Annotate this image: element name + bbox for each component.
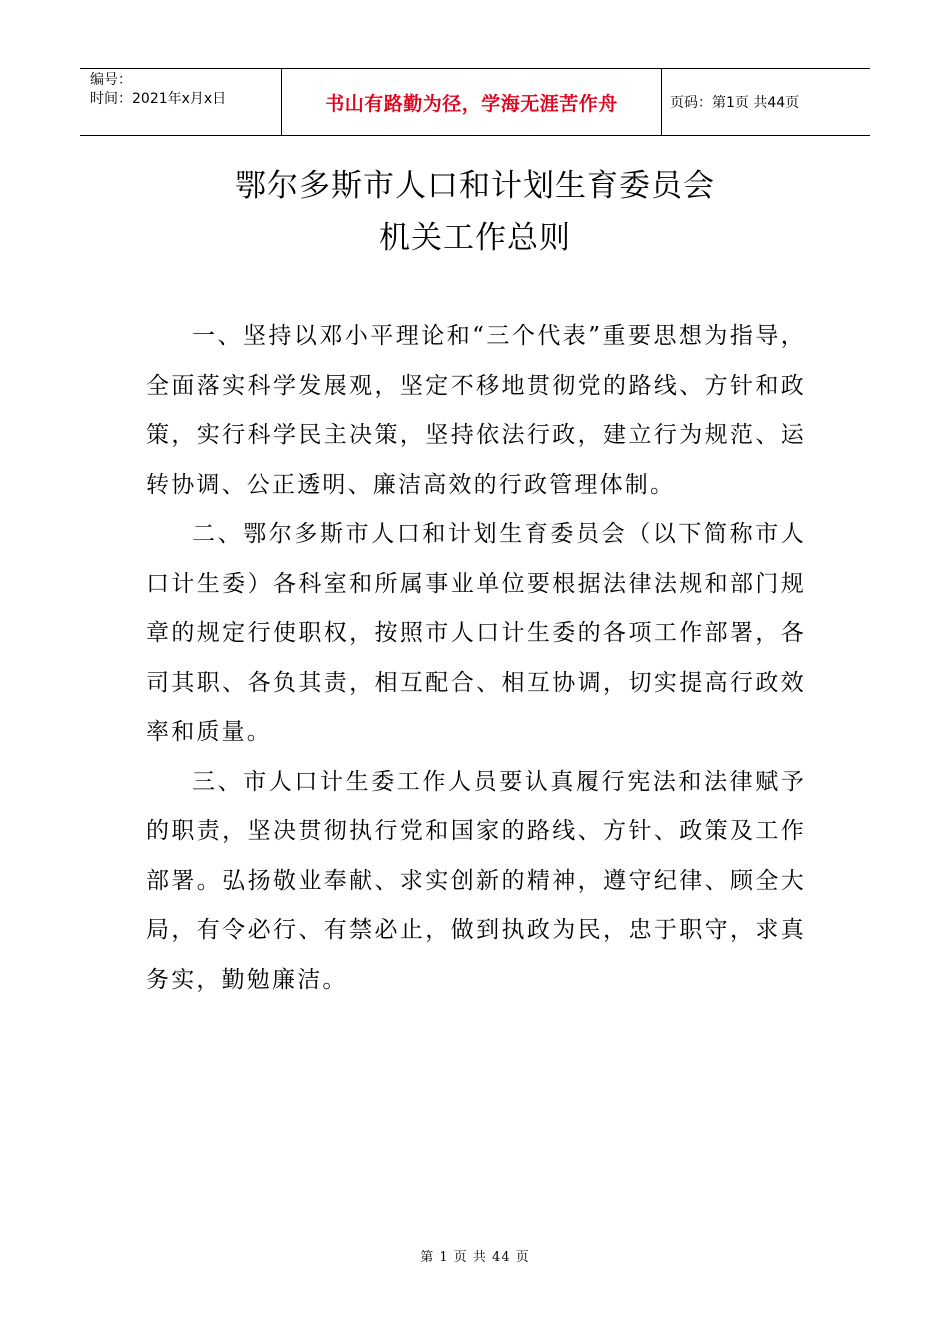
header-page-info: 页码：第1页 共44页 xyxy=(670,95,800,111)
header-time-label: 时间：2021年x月x日 xyxy=(90,91,227,107)
document-title-line2: 机关工作总则 xyxy=(379,220,571,256)
paragraph-2: 二、鄂尔多斯市人口和计划生育委员会（以下简称市人口计生委）各科室和所属事业单位要根据法律法规和部门规章的规定行使职权，按照市人口计生委的各项工作部署，各司其职、各负其责，相互配合、相互协调，切实提高行政效率和质量。 xyxy=(146,521,806,745)
document-header xyxy=(80,68,870,136)
page-footer: 第 1 页 共 44 页 xyxy=(420,1250,530,1265)
document-title-line1: 鄂尔多斯市人口和计划生育委员会 xyxy=(235,168,715,204)
paragraph-1: 一、坚持以邓小平理论和“三个代表”重要思想为指导，全面落实科学发展观，坚定不移地贯彻党的路线、方针和政策，实行科学民主决策，坚持依法行政，建立行为规范、运转协调、公正透明、廉洁高效的行政管理体制。 xyxy=(146,323,806,498)
header-number-label: 编号： xyxy=(90,72,132,88)
header-page-info-cell xyxy=(662,69,870,135)
header-meta xyxy=(80,69,282,135)
paragraph-3: 三、市人口计生委工作人员要认真履行宪法和法律赋予的职责，坚决贯彻执行党和国家的路线、方针、政策及工作部署。弘扬敬业奉献、求实创新的精神，遵守纪律、顾全大局，有令必行、有禁必止，做到执政为民，忠于职守，求真务实，勤勉廉洁。 xyxy=(146,768,806,993)
header-motto: 书山有路勤为径，学海无涯苦作舟 xyxy=(325,92,618,115)
document-body xyxy=(146,312,806,1005)
header-motto-cell xyxy=(282,69,662,135)
